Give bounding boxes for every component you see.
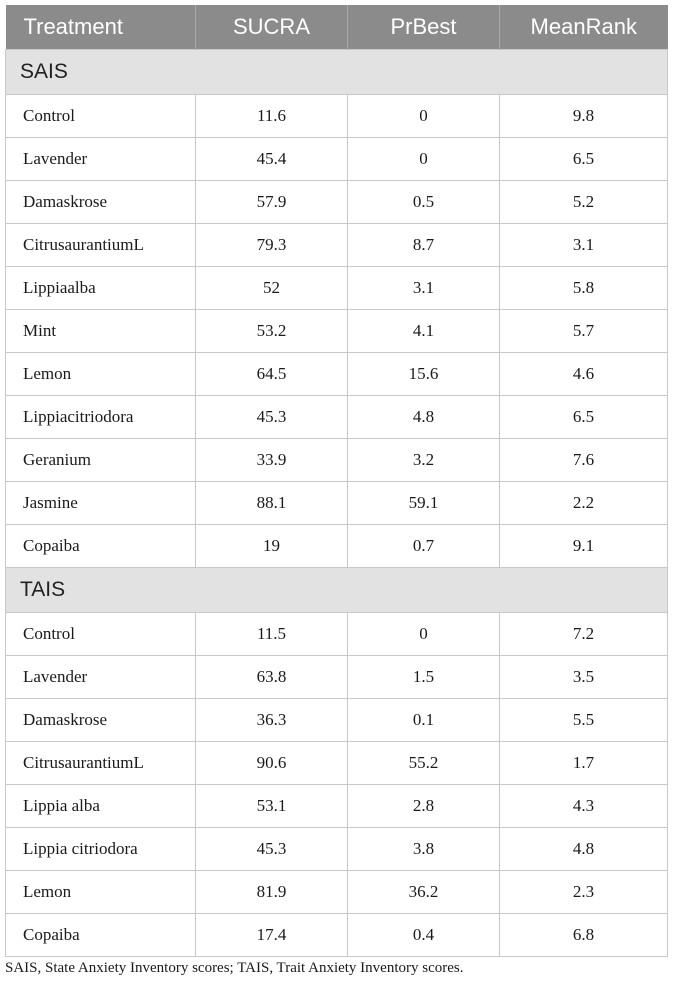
treatment-cell: Lippia alba bbox=[6, 785, 196, 828]
sucra-cell: 63.8 bbox=[196, 656, 348, 699]
table-row bbox=[6, 828, 668, 871]
header-treatment: Treatment bbox=[6, 5, 196, 50]
prbest-cell: 0 bbox=[348, 138, 500, 181]
prbest-cell: 2.8 bbox=[348, 785, 500, 828]
prbest-cell: 3.2 bbox=[348, 439, 500, 482]
sucra-cell: 45.3 bbox=[196, 396, 348, 439]
treatment-cell: Lavender bbox=[6, 138, 196, 181]
treatment-cell: Lemon bbox=[6, 353, 196, 396]
meanrank-cell: 4.3 bbox=[500, 785, 668, 828]
prbest-cell: 0 bbox=[348, 613, 500, 656]
treatment-cell: CitrusaurantiumL bbox=[6, 224, 196, 267]
results-table-container bbox=[5, 5, 667, 957]
meanrank-cell: 6.5 bbox=[500, 396, 668, 439]
table-row bbox=[6, 95, 668, 138]
meanrank-cell: 6.8 bbox=[500, 914, 668, 957]
table-row bbox=[6, 525, 668, 568]
meanrank-cell: 7.2 bbox=[500, 613, 668, 656]
table-row bbox=[6, 267, 668, 310]
meanrank-cell: 9.1 bbox=[500, 525, 668, 568]
meanrank-cell: 2.3 bbox=[500, 871, 668, 914]
prbest-cell: 0.7 bbox=[348, 525, 500, 568]
prbest-cell: 4.1 bbox=[348, 310, 500, 353]
table-row bbox=[6, 482, 668, 525]
meanrank-cell: 9.8 bbox=[500, 95, 668, 138]
treatment-cell: Copaiba bbox=[6, 525, 196, 568]
table-row bbox=[6, 181, 668, 224]
table-row bbox=[6, 656, 668, 699]
prbest-cell: 8.7 bbox=[348, 224, 500, 267]
sucra-cell: 52 bbox=[196, 267, 348, 310]
table-row bbox=[6, 914, 668, 957]
section-label: SAIS bbox=[6, 50, 668, 95]
table-row bbox=[6, 699, 668, 742]
treatment-cell: Control bbox=[6, 95, 196, 138]
treatment-cell: Lippiacitriodora bbox=[6, 396, 196, 439]
sucra-cell: 17.4 bbox=[196, 914, 348, 957]
table-footnote: SAIS, State Anxiety Inventory scores; TAIS, Trait Anxiety Inventory scores. bbox=[5, 960, 464, 976]
meanrank-cell: 7.6 bbox=[500, 439, 668, 482]
sucra-cell: 88.1 bbox=[196, 482, 348, 525]
treatment-cell: Lemon bbox=[6, 871, 196, 914]
treatment-cell: Jasmine bbox=[6, 482, 196, 525]
prbest-cell: 0 bbox=[348, 95, 500, 138]
treatment-cell: Damaskrose bbox=[6, 699, 196, 742]
prbest-cell: 0.1 bbox=[348, 699, 500, 742]
meanrank-cell: 3.5 bbox=[500, 656, 668, 699]
treatment-cell: Lavender bbox=[6, 656, 196, 699]
treatment-cell: Control bbox=[6, 613, 196, 656]
sucra-cell: 57.9 bbox=[196, 181, 348, 224]
sucra-cell: 53.1 bbox=[196, 785, 348, 828]
meanrank-cell: 5.7 bbox=[500, 310, 668, 353]
sucra-cell: 19 bbox=[196, 525, 348, 568]
section-row-tais bbox=[6, 568, 668, 613]
prbest-cell: 3.8 bbox=[348, 828, 500, 871]
sucra-cell: 11.6 bbox=[196, 95, 348, 138]
sucra-cell: 45.4 bbox=[196, 138, 348, 181]
table-row bbox=[6, 353, 668, 396]
sucra-cell: 81.9 bbox=[196, 871, 348, 914]
table-row bbox=[6, 138, 668, 181]
table-row bbox=[6, 310, 668, 353]
table-row bbox=[6, 613, 668, 656]
meanrank-cell: 1.7 bbox=[500, 742, 668, 785]
header-meanrank: MeanRank bbox=[500, 5, 668, 50]
prbest-cell: 15.6 bbox=[348, 353, 500, 396]
table-row bbox=[6, 742, 668, 785]
sucra-cell: 79.3 bbox=[196, 224, 348, 267]
header-sucra: SUCRA bbox=[196, 5, 348, 50]
meanrank-cell: 5.8 bbox=[500, 267, 668, 310]
treatment-cell: Lippia citriodora bbox=[6, 828, 196, 871]
prbest-cell: 1.5 bbox=[348, 656, 500, 699]
meanrank-cell: 3.1 bbox=[500, 224, 668, 267]
sucra-cell: 53.2 bbox=[196, 310, 348, 353]
treatment-cell: Copaiba bbox=[6, 914, 196, 957]
table-row bbox=[6, 871, 668, 914]
prbest-cell: 4.8 bbox=[348, 396, 500, 439]
meanrank-cell: 6.5 bbox=[500, 138, 668, 181]
prbest-cell: 59.1 bbox=[348, 482, 500, 525]
meanrank-cell: 4.8 bbox=[500, 828, 668, 871]
sucra-cell: 11.5 bbox=[196, 613, 348, 656]
meanrank-cell: 4.6 bbox=[500, 353, 668, 396]
table-row bbox=[6, 785, 668, 828]
treatment-cell: Lippiaalba bbox=[6, 267, 196, 310]
prbest-cell: 0.5 bbox=[348, 181, 500, 224]
sucra-cell: 90.6 bbox=[196, 742, 348, 785]
ranking-table bbox=[5, 5, 668, 957]
section-label: TAIS bbox=[6, 568, 668, 613]
header-row bbox=[6, 5, 668, 50]
prbest-cell: 36.2 bbox=[348, 871, 500, 914]
section-row-sais bbox=[6, 50, 668, 95]
treatment-cell: Geranium bbox=[6, 439, 196, 482]
sucra-cell: 45.3 bbox=[196, 828, 348, 871]
table-row bbox=[6, 224, 668, 267]
table-body bbox=[6, 50, 668, 957]
prbest-cell: 3.1 bbox=[348, 267, 500, 310]
header-prbest: PrBest bbox=[348, 5, 500, 50]
treatment-cell: Mint bbox=[6, 310, 196, 353]
sucra-cell: 33.9 bbox=[196, 439, 348, 482]
meanrank-cell: 5.2 bbox=[500, 181, 668, 224]
treatment-cell: Damaskrose bbox=[6, 181, 196, 224]
sucra-cell: 36.3 bbox=[196, 699, 348, 742]
treatment-cell: CitrusaurantiumL bbox=[6, 742, 196, 785]
prbest-cell: 0.4 bbox=[348, 914, 500, 957]
table-row bbox=[6, 396, 668, 439]
meanrank-cell: 2.2 bbox=[500, 482, 668, 525]
prbest-cell: 55.2 bbox=[348, 742, 500, 785]
sucra-cell: 64.5 bbox=[196, 353, 348, 396]
table-row bbox=[6, 439, 668, 482]
meanrank-cell: 5.5 bbox=[500, 699, 668, 742]
